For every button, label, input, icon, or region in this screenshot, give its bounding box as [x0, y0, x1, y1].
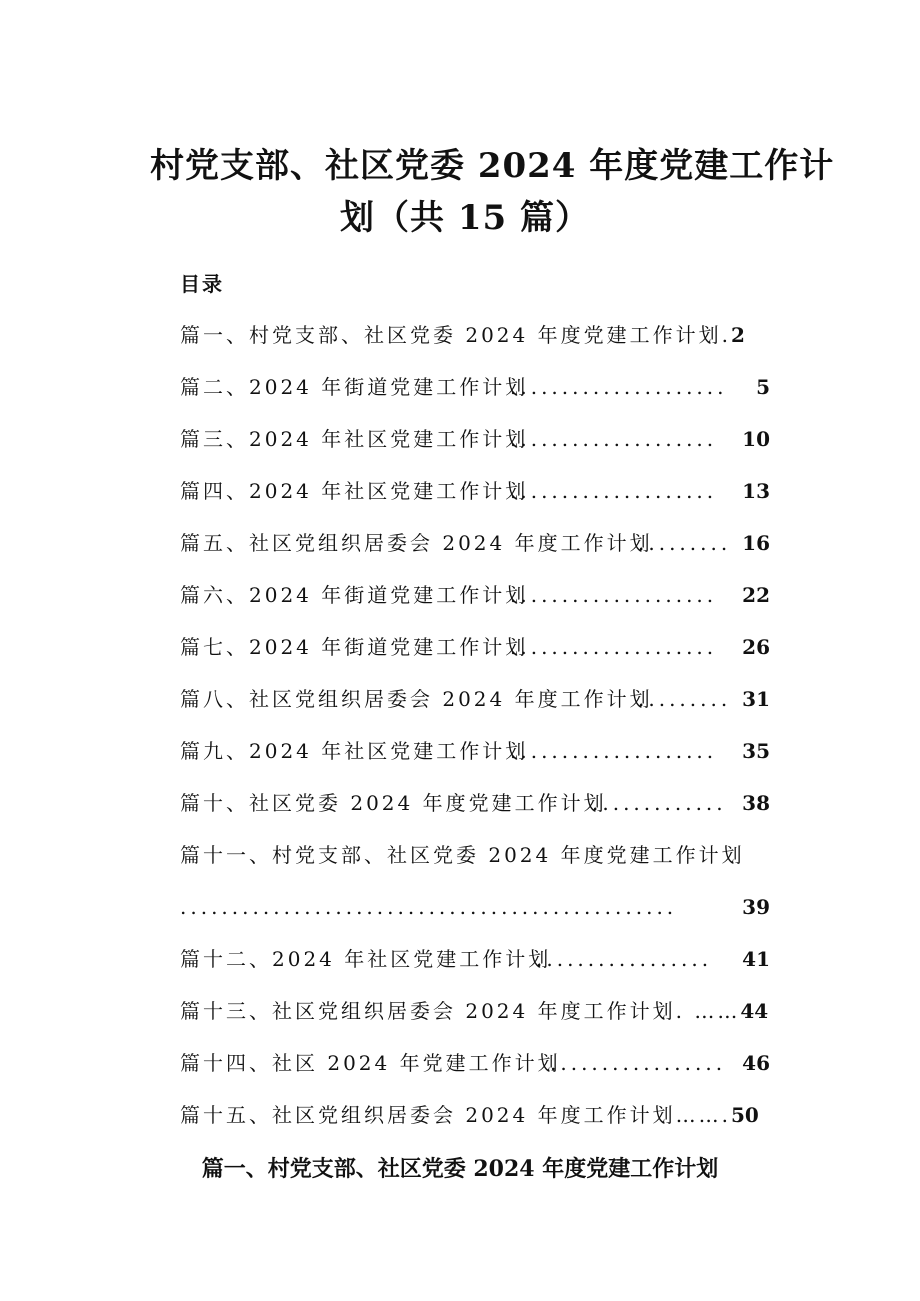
toc-entry-text: 篇三、2024 年社区党建工作计划	[180, 427, 529, 451]
toc-entry-leader: ....................	[510, 739, 718, 763]
toc-entry-leader: .................	[550, 1051, 727, 1075]
toc-entry-page: 16	[740, 528, 770, 558]
toc-entry-text: 篇四、2024 年社区党建工作计划	[180, 479, 529, 503]
toc-entry-leader: ....................	[510, 583, 718, 607]
toc-entry-leader: ....................	[510, 427, 718, 451]
toc-entry[interactable]	[180, 684, 770, 714]
toc-entry-leader: ....................	[510, 479, 718, 503]
toc-entry-continuation[interactable]	[180, 892, 770, 922]
toc-entry-page: 44	[740, 999, 769, 1023]
toc-entry[interactable]	[180, 944, 770, 974]
toc-entry-text: 篇十三、社区党组织居委会 2024 年度工作计划. ……	[180, 999, 741, 1023]
toc-entry-text: 篇九、2024 年社区党建工作计划	[180, 739, 529, 763]
toc-entry-page: 13	[740, 476, 770, 506]
toc-entry-text: 篇六、2024 年街道党建工作计划	[180, 583, 529, 607]
toc-entry-page: 35	[740, 736, 770, 766]
toc-entry[interactable]	[180, 736, 770, 766]
toc-entry-page: 2	[730, 323, 745, 347]
document-title-line2: 划（共 15 篇）	[340, 198, 590, 238]
toc-entry-text: 篇十二、2024 年社区党建工作计划	[180, 947, 552, 971]
toc-entry-text: 篇七、2024 年街道党建工作计划	[180, 635, 529, 659]
toc-entry-text: 篇五、社区党组织居委会 2024 年度工作计划	[180, 531, 653, 555]
toc-entry[interactable]	[180, 1100, 770, 1130]
toc-entry-page: 46	[740, 1048, 770, 1078]
toc-entry-page: 26	[740, 632, 770, 662]
toc-entry-leader: .........	[638, 687, 732, 711]
toc-entry-leader: ................................................	[180, 895, 678, 919]
toc-entry-page: 5	[754, 372, 770, 402]
toc-entry[interactable]	[180, 320, 770, 350]
toc-entry-page: 22	[740, 580, 770, 610]
toc-entry-text: 篇二、2024 年街道党建工作计划	[180, 375, 529, 399]
toc-heading: 目录	[180, 272, 224, 296]
toc-entry-page: 39	[740, 892, 770, 922]
toc-entry-text: 篇十一、村党支部、社区党委 2024 年度党建工作计划	[180, 843, 745, 867]
document-title-line1: 村党支部、社区党委 2024 年度党建工作计	[150, 146, 835, 186]
toc-entry[interactable]	[180, 788, 770, 818]
toc-entry[interactable]	[180, 476, 770, 506]
toc-entry-page: 31	[740, 684, 770, 714]
toc-entry[interactable]	[180, 528, 770, 558]
toc-entry[interactable]	[180, 1048, 770, 1078]
toc-entry[interactable]	[180, 580, 770, 610]
toc-entry-text: 篇十、社区党委 2024 年度党建工作计划	[180, 791, 607, 815]
toc-entry[interactable]	[180, 632, 770, 662]
toc-entry-text: 篇一、村党支部、社区党委 2024 年度党建工作计划.	[180, 323, 731, 347]
toc-entry-leader: .....................	[510, 375, 728, 399]
toc-entry-text: 篇八、社区党组织居委会 2024 年度工作计划	[180, 687, 653, 711]
toc-entry-text: 篇十五、社区党组织居委会 2024 年度工作计划…….	[180, 1103, 731, 1127]
toc-entry-page: 10	[740, 424, 770, 454]
toc-entry[interactable]	[180, 372, 770, 402]
toc-entry-leader: .................	[536, 947, 713, 971]
toc-entry-leader: ....................	[510, 635, 718, 659]
toc-entry-page: 50	[730, 1103, 759, 1127]
toc-entry[interactable]	[180, 996, 770, 1026]
toc-entry-page: 41	[740, 944, 770, 974]
section-title: 篇一、村党支部、社区党委 2024 年度党建工作计划	[201, 1156, 719, 1182]
toc-entry[interactable]	[180, 840, 770, 870]
toc-entry[interactable]	[180, 424, 770, 454]
toc-entry-text: 篇十四、社区 2024 年党建工作计划	[180, 1051, 561, 1075]
toc-entry-page: 38	[740, 788, 770, 818]
toc-entry-leader: .........	[638, 531, 732, 555]
toc-entry-leader: .............	[592, 791, 727, 815]
